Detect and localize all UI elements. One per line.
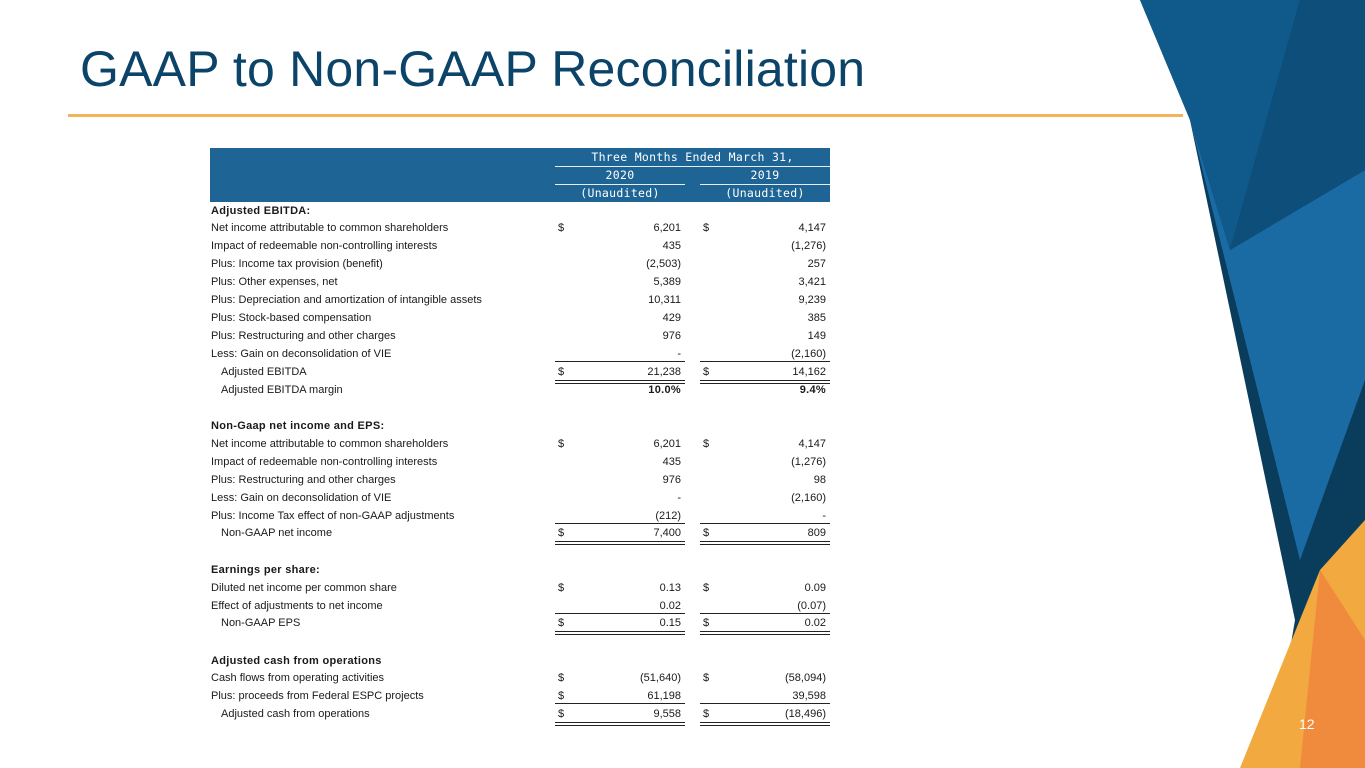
currency-symbol: $ — [703, 527, 710, 539]
value-2020: 429 — [662, 312, 681, 324]
section-heading-row — [210, 202, 830, 220]
currency-symbol: $ — [703, 582, 710, 594]
row-label: Plus: Income tax provision (benefit) — [211, 258, 383, 270]
row-label: Plus: Restructuring and other charges — [211, 474, 396, 486]
value-2020: (51,640) — [640, 672, 681, 684]
subtotal-rule-2020 — [555, 703, 685, 704]
period-header: Three Months Ended March 31, — [591, 150, 794, 164]
value-2019: 0.09 — [804, 582, 826, 594]
value-2020: 10.0% — [648, 384, 681, 396]
value-2020: 435 — [662, 240, 681, 252]
value-2019: 98 — [813, 474, 826, 486]
value-2020: - — [677, 348, 681, 360]
value-2019: (2,160) — [791, 348, 826, 360]
year-divider-2019 — [700, 184, 830, 185]
total-double-rule-2019 — [700, 722, 830, 726]
value-2020: 10,311 — [648, 294, 681, 306]
value-2020: 0.15 — [659, 617, 681, 629]
value-2020: 6,201 — [653, 438, 681, 450]
table-header — [210, 148, 830, 202]
row-label: Adjusted EBITDA — [221, 366, 307, 378]
currency-symbol: $ — [558, 366, 565, 378]
currency-symbol: $ — [703, 438, 710, 450]
total-row — [210, 705, 830, 723]
value-2019: (1,276) — [791, 240, 826, 252]
total-double-rule-2020 — [555, 722, 685, 726]
value-2020: (212) — [655, 510, 681, 522]
row-label: Impact of redeemable non-controlling interests — [211, 456, 438, 468]
row-label: Less: Gain on deconsolidation of VIE — [211, 492, 392, 504]
total-row — [210, 363, 830, 381]
value-2019: 9.4% — [799, 384, 826, 396]
total-row — [210, 524, 830, 542]
table-row — [210, 669, 830, 687]
total-double-rule-2019 — [700, 631, 830, 635]
row-label: Plus: Other expenses, net — [211, 276, 338, 288]
value-2020: 0.13 — [659, 582, 681, 594]
currency-symbol: $ — [558, 438, 565, 450]
table-row — [210, 309, 830, 327]
section-heading-row — [210, 417, 830, 435]
value-2020: 435 — [662, 456, 681, 468]
section-heading: Adjusted cash from operations — [211, 655, 382, 667]
row-label: Less: Gain on deconsolidation of VIE — [211, 348, 392, 360]
year-divider-2020 — [555, 184, 685, 185]
value-2020: 6,201 — [653, 222, 681, 234]
value-2019: (58,094) — [785, 672, 826, 684]
section-heading: Earnings per share: — [211, 564, 321, 576]
value-2020: 61,198 — [647, 690, 681, 702]
total-row — [210, 614, 830, 632]
row-label: Diluted net income per common share — [211, 582, 397, 594]
year-2019: 2019 — [750, 168, 780, 182]
value-2020: 976 — [662, 474, 681, 486]
row-label: Plus: Income Tax effect of non-GAAP adjustments — [211, 510, 455, 522]
row-label: Effect of adjustments to net income — [211, 600, 383, 612]
currency-symbol: $ — [703, 366, 710, 378]
value-2019: 9,239 — [798, 294, 826, 306]
row-label: Plus: Restructuring and other charges — [211, 330, 396, 342]
value-2019: (1,276) — [791, 456, 826, 468]
value-2019: 14,162 — [792, 366, 826, 378]
value-2019: 257 — [807, 258, 826, 270]
row-label: Non-GAAP EPS — [221, 617, 301, 629]
row-label: Adjusted EBITDA margin — [221, 384, 343, 396]
value-2019: 3,421 — [798, 276, 826, 288]
value-2020: (2,503) — [646, 258, 681, 270]
section-heading-row — [210, 561, 830, 579]
currency-symbol: $ — [703, 617, 710, 629]
value-2020: 21,238 — [647, 366, 681, 378]
currency-symbol: $ — [558, 582, 565, 594]
table-row — [210, 237, 830, 255]
value-2019: - — [822, 510, 826, 522]
value-2019: 39,598 — [792, 690, 826, 702]
value-2020: 9,558 — [653, 708, 681, 720]
margin-row — [210, 381, 830, 399]
currency-symbol: $ — [703, 222, 710, 234]
row-label: Plus: Depreciation and amortization of intangible assets — [211, 294, 482, 306]
status-2019: (Unaudited) — [725, 186, 805, 200]
table-row — [210, 579, 830, 597]
row-label: Plus: proceeds from Federal ESPC projects — [211, 690, 424, 702]
value-2019: 4,147 — [798, 222, 826, 234]
total-double-rule-2020 — [555, 541, 685, 545]
row-label: Cash flows from operating activities — [211, 672, 385, 684]
value-2019: 385 — [807, 312, 826, 324]
value-2019: 4,147 — [798, 438, 826, 450]
table-row — [210, 255, 830, 273]
value-2020: 7,400 — [653, 527, 681, 539]
row-label: Plus: Stock-based compensation — [211, 312, 372, 324]
value-2019: 149 — [807, 330, 826, 342]
row-label: Non-GAAP net income — [221, 527, 333, 539]
value-2020: 0.02 — [659, 600, 681, 612]
table-row — [210, 291, 830, 309]
status-2020: (Unaudited) — [580, 186, 660, 200]
currency-symbol: $ — [558, 222, 565, 234]
table-row — [210, 453, 830, 471]
value-2019: 809 — [807, 527, 826, 539]
table-row — [210, 471, 830, 489]
page-title: GAAP to Non-GAAP Reconciliation — [80, 41, 866, 97]
section-heading: Adjusted EBITDA: — [211, 205, 311, 217]
currency-symbol: $ — [703, 708, 710, 720]
table-row — [210, 219, 830, 237]
row-label: Impact of redeemable non-controlling interests — [211, 240, 438, 252]
year-2020: 2020 — [605, 168, 635, 182]
row-label: Adjusted cash from operations — [221, 708, 370, 720]
subtotal-rule-2019 — [700, 361, 830, 362]
table-row — [210, 489, 830, 507]
section-heading-row — [210, 652, 830, 670]
table-row — [210, 273, 830, 291]
title-underline — [68, 114, 1183, 117]
currency-symbol: $ — [558, 690, 565, 702]
total-double-rule-2020 — [555, 631, 685, 635]
currency-symbol: $ — [558, 527, 565, 539]
value-2020: 976 — [662, 330, 681, 342]
subtotal-rule-2020 — [555, 361, 685, 362]
value-2019: (0.07) — [797, 600, 826, 612]
subtotal-rule-2019 — [700, 703, 830, 704]
value-2020: - — [677, 492, 681, 504]
total-double-rule-2019 — [700, 541, 830, 545]
currency-symbol: $ — [558, 708, 565, 720]
value-2019: 0.02 — [804, 617, 826, 629]
value-2020: 5,389 — [653, 276, 681, 288]
value-2019: (18,496) — [785, 708, 826, 720]
value-2019: (2,160) — [791, 492, 826, 504]
header-divider — [555, 166, 830, 167]
row-label: Net income attributable to common shareholders — [211, 222, 449, 234]
currency-symbol: $ — [558, 617, 565, 629]
currency-symbol: $ — [703, 672, 710, 684]
section-heading: Non-Gaap net income and EPS: — [211, 420, 385, 432]
row-label: Net income attributable to common shareholders — [211, 438, 449, 450]
table-row — [210, 435, 830, 453]
page-number: 12 — [1299, 716, 1315, 732]
table-row — [210, 327, 830, 345]
currency-symbol: $ — [558, 672, 565, 684]
